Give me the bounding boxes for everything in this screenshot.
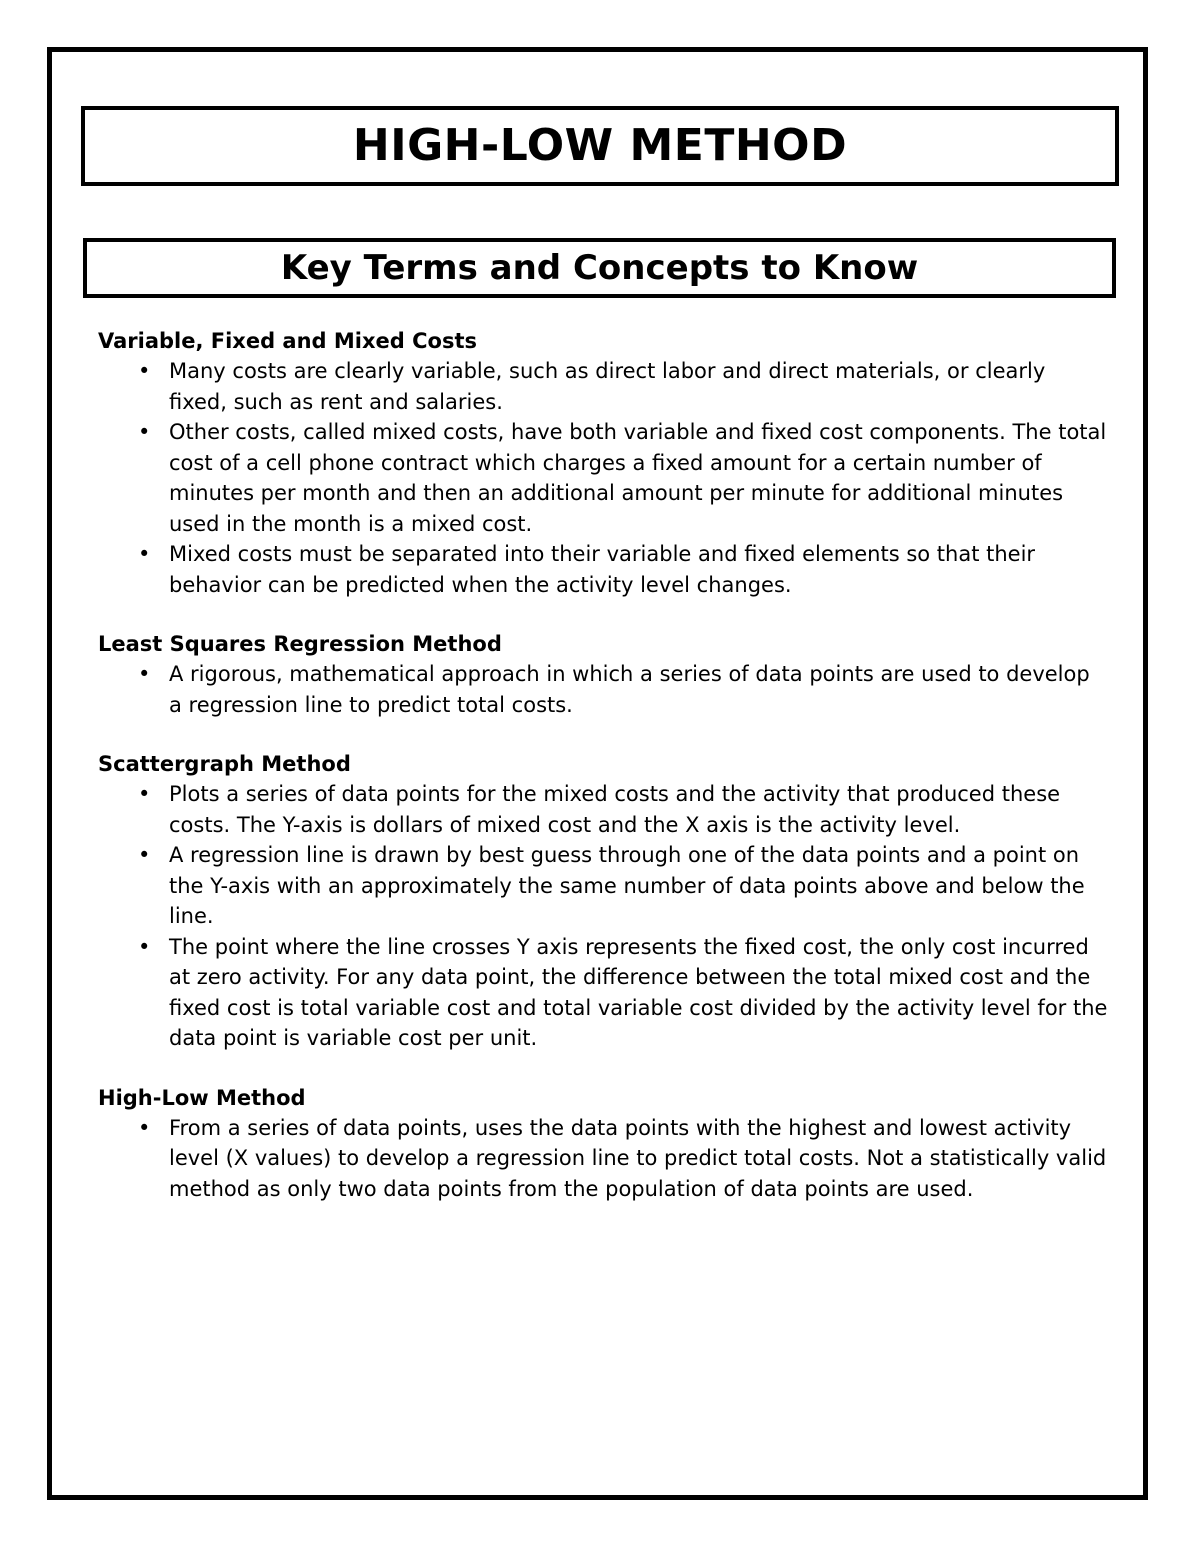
title-box bbox=[81, 106, 1119, 186]
bullet-item bbox=[98, 417, 1108, 539]
section-heading: Scattergraph Method bbox=[98, 752, 351, 776]
bullet-icon: • bbox=[138, 542, 151, 566]
bullet-icon: • bbox=[138, 1115, 151, 1140]
bullet-text: The point where the line crosses Y axis represents the fixed cost, the only cost incurred at zero activity. For any data point, the difference between the total mixed cost and the fixed cost is total variable cost and total variable cost divided by the activity level for the data point is variable cost per unit. bbox=[169, 934, 1108, 1050]
bullet-icon: • bbox=[138, 420, 151, 444]
page-subtitle: Key Terms and Concepts to Know bbox=[280, 248, 919, 288]
section-heading: High-Low Method bbox=[98, 1085, 306, 1110]
subtitle-box bbox=[83, 238, 1116, 298]
section-variable-fixed-mixed-costs bbox=[98, 326, 1108, 600]
bullet-item bbox=[98, 779, 1108, 840]
section-scattergraph-method bbox=[98, 749, 1108, 1054]
section-heading: Least Squares Regression Method bbox=[98, 632, 502, 656]
section-heading: Variable, Fixed and Mixed Costs bbox=[98, 329, 478, 353]
bullet-item bbox=[98, 1113, 1108, 1205]
bullet-text: Mixed costs must be separated into their variable and fixed elements so that their behavior can be predicted when the activity level changes. bbox=[169, 542, 1036, 597]
bullet-icon: • bbox=[138, 359, 151, 383]
bullet-text: A rigorous, mathematical approach in which a series of data points are used to develop a regression line to predict total costs. bbox=[169, 662, 1090, 717]
content-body bbox=[98, 326, 1108, 1233]
bullet-text: Plots a series of data points for the mixed costs and the activity that produced these costs. The Y-axis is dollars of mixed cost and the X axis is the activity level. bbox=[169, 782, 1061, 837]
bullet-icon: • bbox=[138, 782, 151, 806]
bullet-item bbox=[98, 659, 1108, 720]
section-least-squares-regression bbox=[98, 629, 1108, 720]
bullet-list bbox=[98, 1113, 1108, 1205]
bullet-item bbox=[98, 840, 1108, 932]
bullet-list bbox=[98, 779, 1108, 1054]
bullet-list bbox=[98, 659, 1108, 720]
page-title: HIGH-LOW METHOD bbox=[352, 120, 848, 171]
bullet-icon: • bbox=[138, 934, 151, 959]
bullet-text: Many costs are clearly variable, such as direct labor and direct materials, or clearly fixed, such as rent and salaries. bbox=[169, 359, 1046, 414]
bullet-text: From a series of data points, uses the data points with the highest and lowest activity level (X values) to develop a regression line to predict total costs. Not a statistically valid method as only two data points from the population of data points are used. bbox=[169, 1115, 1107, 1201]
bullet-item bbox=[98, 539, 1108, 600]
bullet-text: A regression line is drawn by best guess through one of the data points and a point on the Y-axis with an approximately the same number of data points above and below the line. bbox=[169, 843, 1085, 928]
bullet-icon: • bbox=[138, 843, 151, 867]
bullet-item bbox=[98, 356, 1108, 417]
bullet-list bbox=[98, 356, 1108, 600]
bullet-icon: • bbox=[138, 662, 151, 686]
section-high-low-method bbox=[98, 1083, 1108, 1205]
bullet-item bbox=[98, 932, 1108, 1054]
bullet-text: Other costs, called mixed costs, have both variable and fixed cost components. The total cost of a cell phone contract which charges a fixed amount for a certain number of minutes per month and then an additional amount per minute for additional minutes used in the month is a mixed cost. bbox=[169, 420, 1107, 536]
